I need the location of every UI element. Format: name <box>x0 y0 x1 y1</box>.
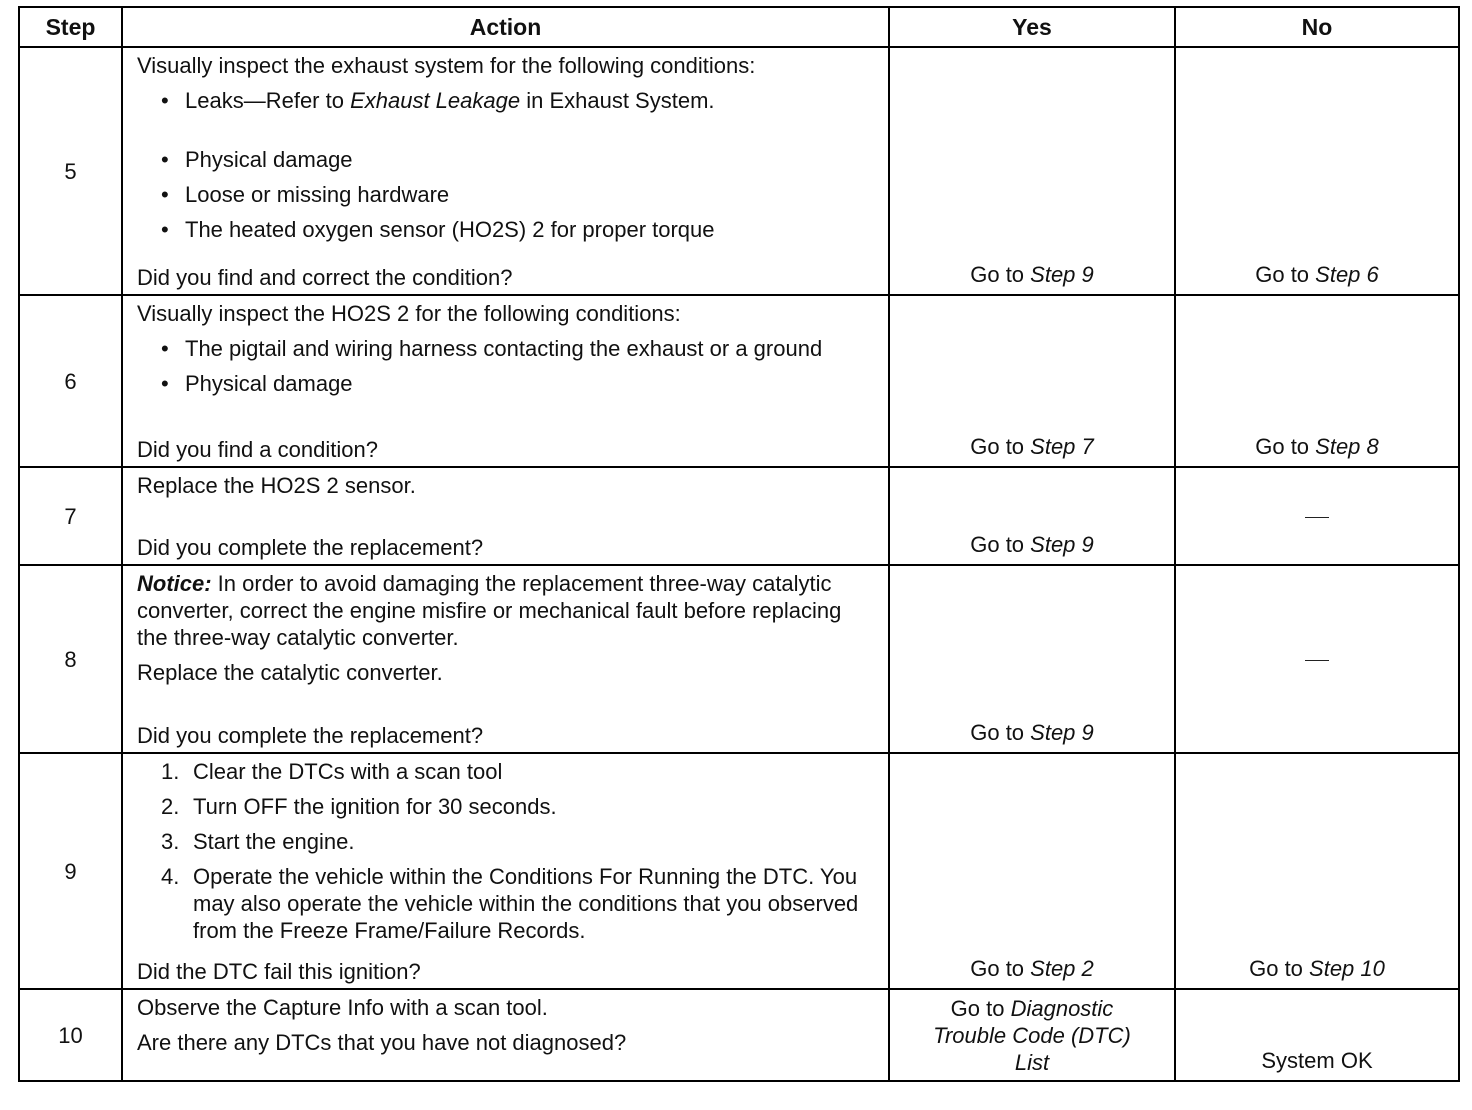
step-number: 5 <box>19 47 122 295</box>
action-cell <box>122 47 889 295</box>
table-row <box>19 989 1459 1081</box>
action-cell <box>122 467 889 565</box>
exhaust-leakage-link: Exhaust Leakage <box>350 88 521 113</box>
bullet-icon: • <box>161 88 169 113</box>
step-number: 8 <box>19 565 122 753</box>
action-intro: Observe the Capture Info with a scan tool. <box>137 995 548 1020</box>
list-item: • Physical damage <box>161 371 353 396</box>
action-cell <box>122 989 889 1081</box>
bullet-icon: • <box>161 147 169 172</box>
goto-step-link: Step 10 <box>1309 956 1385 981</box>
list-item: 3. Start the engine. <box>161 829 355 854</box>
list-item: • Physical damage <box>161 147 353 172</box>
no-cell: Go to Step 8 <box>1175 295 1459 467</box>
no-cell: Go to Step 10 <box>1175 753 1459 989</box>
goto-step-link: Step 6 <box>1315 262 1379 287</box>
bullet-icon: • <box>161 182 169 207</box>
list-item: • Loose or missing hardware <box>161 182 450 207</box>
bullet-icon: • <box>161 336 169 361</box>
list-item: 4. Operate the vehicle within the Conditions For Running the DTC. You may also operate the vehicle within the conditions that you observed from the Freeze Frame/Failure Records. <box>161 864 859 943</box>
no-cell <box>1175 467 1459 565</box>
table-row <box>19 565 1459 753</box>
header-action: Action <box>122 7 889 47</box>
list-item: • The pigtail and wiring harness contacting the exhaust or a ground <box>161 336 823 361</box>
step-number: 6 <box>19 295 122 467</box>
condition-list <box>137 87 878 251</box>
action-question: Did you find a condition? <box>137 437 378 462</box>
no-cell: System OK <box>1175 989 1459 1081</box>
header-no: No <box>1175 7 1459 47</box>
action-question: Did you find and correct the condition? <box>137 265 513 290</box>
no-cell: Go to Step 6 <box>1175 47 1459 295</box>
notice-label: Notice: <box>137 571 212 596</box>
yes-cell: Go to Step 9 <box>889 565 1175 753</box>
dtc-list-link: Diagnostic Trouble Code (DTC) List <box>933 995 1131 1075</box>
step-number: 9 <box>19 753 122 989</box>
action-cell <box>122 295 889 467</box>
list-item: • The heated oxygen sensor (HO2S) 2 for proper torque <box>161 217 715 242</box>
list-item: • Leaks—Refer to Exhaust Leakage in Exhaust System. <box>161 88 715 113</box>
header-yes: Yes <box>889 7 1175 47</box>
action-intro: Visually inspect the exhaust system for the following conditions: <box>137 53 756 78</box>
header-row <box>19 7 1459 47</box>
action-question: Did you complete the replacement? <box>137 535 484 560</box>
yes-cell: Go to Diagnostic Trouble Code (DTC) List <box>889 989 1175 1081</box>
step-number: 7 <box>19 467 122 565</box>
action-cell <box>122 753 889 989</box>
goto-step-link: Step 9 <box>1030 532 1094 557</box>
bullet-icon: • <box>161 371 169 396</box>
notice-text: Notice: In order to avoid damaging the replacement three-way catalytic converter, correct the engine misfire or mechanical fault before replacing the three-way catalytic converter. <box>137 571 842 650</box>
list-item: 2. Turn OFF the ignition for 30 seconds. <box>161 794 557 819</box>
condition-list <box>137 335 878 405</box>
no-cell <box>1175 565 1459 753</box>
goto-step-link: Step 9 <box>1030 720 1094 745</box>
action-question: Did you complete the replacement? <box>137 723 484 748</box>
action-intro: Visually inspect the HO2S 2 for the following conditions: <box>137 301 681 326</box>
action-question: Did the DTC fail this ignition? <box>137 959 421 984</box>
procedure-list <box>137 758 878 952</box>
list-item: 1. Clear the DTCs with a scan tool <box>161 759 503 784</box>
yes-cell: Go to Step 2 <box>889 753 1175 989</box>
table-row <box>19 467 1459 565</box>
table-row <box>19 295 1459 467</box>
bullet-icon: • <box>161 217 169 242</box>
goto-step-link: Step 7 <box>1030 434 1094 459</box>
dash-icon <box>1305 660 1329 661</box>
action-instruction: Replace the catalytic converter. <box>137 660 443 685</box>
action-question: Are there any DTCs that you have not diagnosed? <box>137 1030 627 1055</box>
table-row <box>19 47 1459 295</box>
header-step: Step <box>19 7 122 47</box>
diagnostic-table <box>18 6 1460 1082</box>
goto-step-link: Step 9 <box>1030 262 1094 287</box>
dash-icon <box>1305 517 1329 518</box>
goto-step-link: Step 2 <box>1030 956 1094 981</box>
yes-cell: Go to Step 9 <box>889 47 1175 295</box>
yes-cell: Go to Step 7 <box>889 295 1175 467</box>
step-number: 10 <box>19 989 122 1081</box>
action-cell <box>122 565 889 753</box>
table-row <box>19 753 1459 989</box>
goto-step-link: Step 8 <box>1315 434 1379 459</box>
action-intro: Replace the HO2S 2 sensor. <box>137 473 416 498</box>
yes-cell: Go to Step 9 <box>889 467 1175 565</box>
